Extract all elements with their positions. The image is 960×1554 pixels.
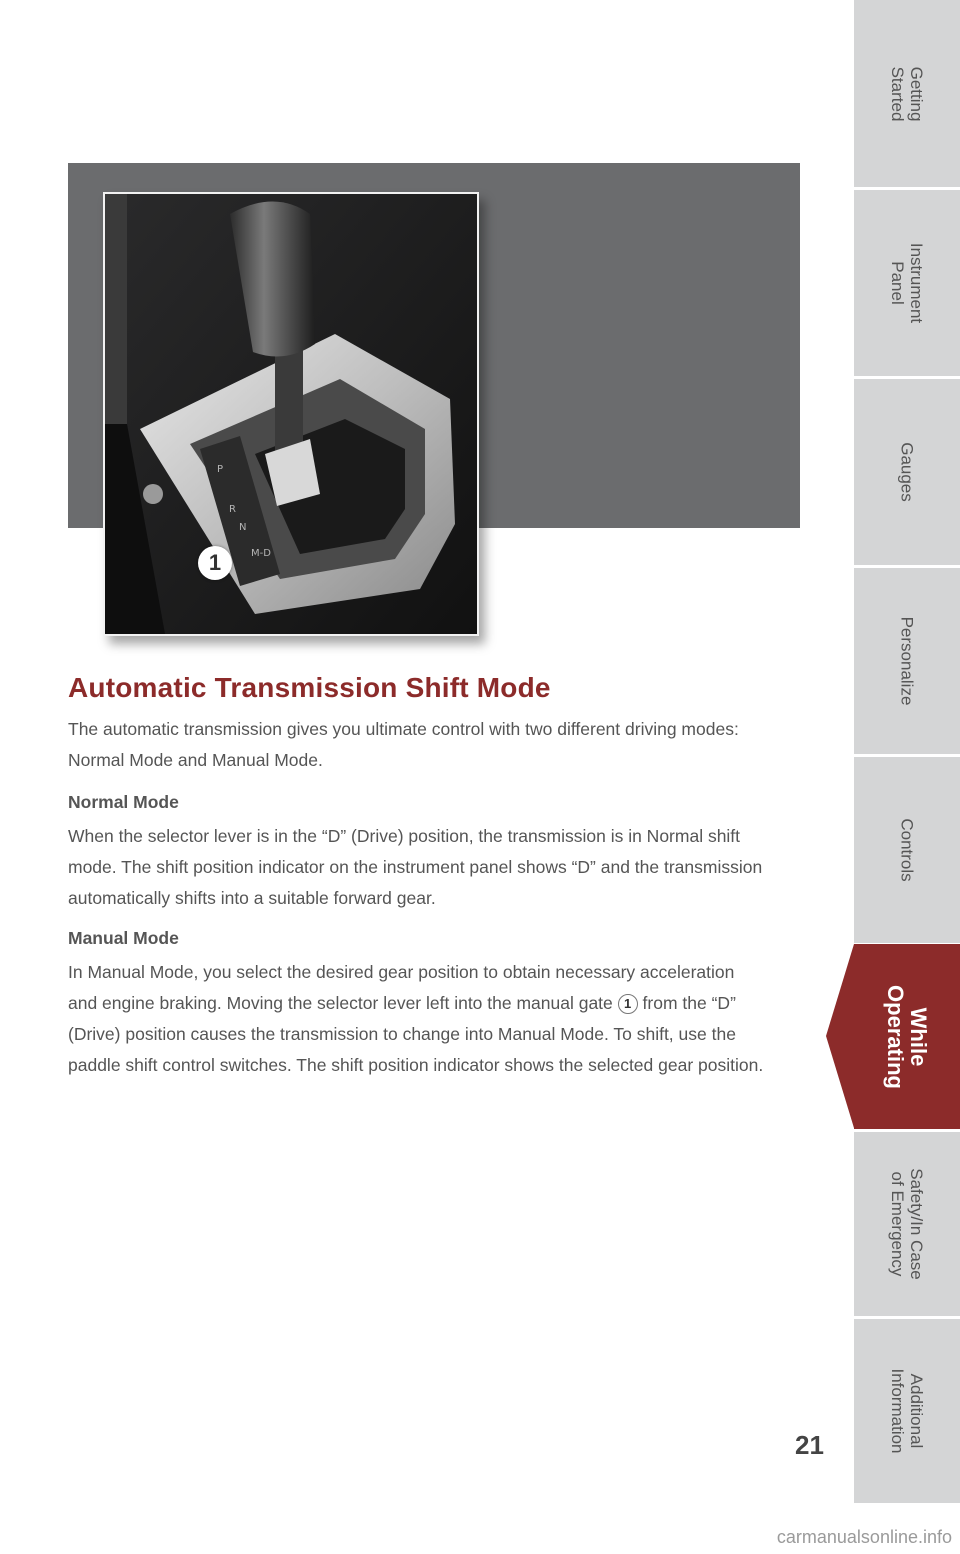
page-number: 21 (795, 1430, 824, 1460)
tab-label: Safety/In Case of Emergency (888, 1168, 926, 1280)
tab-safety-emergency[interactable] (854, 1132, 960, 1319)
tab-personalize[interactable] (854, 568, 960, 757)
tab-label: Controls (897, 818, 917, 882)
intro-paragraph: The automatic transmission gives you ultimate control with two different driving modes: Normal Mode and Manual Mode. (68, 719, 739, 770)
svg-text:P: P (217, 464, 224, 475)
svg-text:R: R (229, 504, 236, 515)
manual-mode-paragraph (68, 957, 768, 1081)
section-tabs (854, 0, 960, 1506)
tab-label: Personalize (897, 616, 917, 706)
tab-additional-information[interactable] (854, 1319, 960, 1506)
shift-lever-illustration (105, 194, 477, 634)
tab-label: Gauges (897, 442, 917, 502)
normal-mode-paragraph: When the selector lever is in the “D” (Drive) position, the transmission is in Normal shift mode. The shift position indicator on the instrument panel shows “D” and the transmission automatically shifts into a suitable forward gear. (68, 826, 763, 908)
tab-while-operating[interactable] (854, 944, 960, 1132)
tab-getting-started[interactable] (854, 0, 960, 190)
tab-instrument-panel[interactable] (854, 190, 960, 379)
tab-controls[interactable] (854, 757, 960, 946)
manual-text-part-b: from the “D” (Drive) position causes the transmission to change into Manual Mode. To shift, use the paddle shift control switches. The shift position indicator shows the selected gear position. (68, 993, 764, 1075)
tab-label: While Operating (883, 984, 931, 1089)
tab-label: Instrument Panel (888, 242, 926, 324)
photo-callout-1: 1 (198, 546, 232, 580)
svg-text:M-D: M-D (251, 548, 271, 559)
shift-lever-photo (103, 192, 479, 636)
tab-label: Additional Information (888, 1368, 926, 1454)
tab-label: Getting Started (888, 66, 926, 121)
active-tab-notch (826, 944, 854, 1128)
normal-mode-heading: Normal Mode (68, 792, 179, 812)
manual-mode-heading: Manual Mode (68, 928, 179, 948)
section-title: Automatic Transmission Shift Mode (68, 672, 551, 703)
tab-gauges[interactable] (854, 379, 960, 568)
watermark: carmanualsonline.info (776, 1527, 952, 1547)
inline-callout-1: 1 (618, 994, 638, 1014)
svg-text:N: N (239, 522, 247, 533)
manual-text-part-a: In Manual Mode, you select the desired gear position to obtain necessary acceleration and engine braking. Moving the selector lever left into the manual gate (68, 962, 735, 1013)
